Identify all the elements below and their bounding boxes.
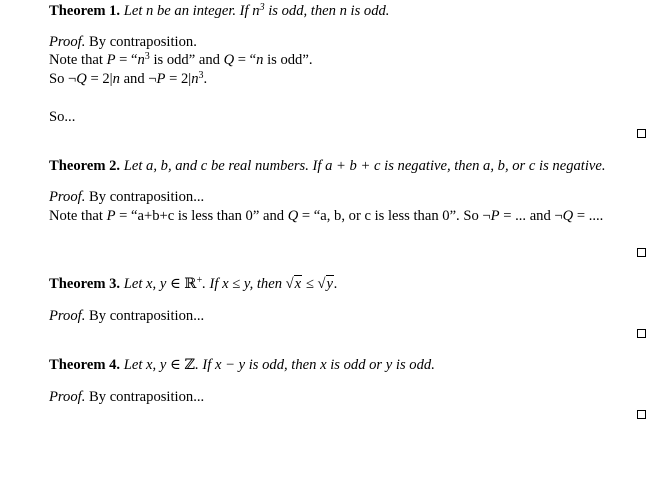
theorem-1-proof-end: So... bbox=[49, 109, 76, 125]
theorem-1-proof-note: Note that $P = “n^3$ is odd” and Q = “n is odd”. bbox=[49, 51, 313, 68]
theorem-1-text: Let n be an integer. If $n^3$ is odd, then n is odd. bbox=[123, 2, 390, 19]
qed-box-4 bbox=[637, 410, 646, 419]
proof-label: Proof. bbox=[49, 34, 86, 50]
theorem-3-proof bbox=[49, 308, 204, 325]
qed-box-1 bbox=[637, 129, 646, 138]
qed-box-3 bbox=[637, 329, 646, 338]
theorem-1-label: Theorem 1. bbox=[49, 3, 121, 19]
proof-label: Proof. bbox=[49, 189, 86, 205]
theorem-4-label: Theorem 4. bbox=[49, 357, 121, 373]
theorem-2-label: Theorem 2. bbox=[49, 158, 121, 174]
theorem-2-proof-note: Note that P = “a+b+c is less than 0” and Q = “a, b, or c is less than 0”. So ¬P = ... and ¬Q = .... bbox=[49, 208, 604, 224]
theorem-2-proof bbox=[49, 189, 204, 206]
sqrt-y: √y bbox=[317, 276, 333, 292]
theorem-1-proof bbox=[49, 34, 197, 51]
proof-label: Proof. bbox=[49, 389, 86, 405]
theorem-3-text: Let x, y ∈ ℝ+. If x ≤ y, then √x ≤ √y. bbox=[123, 275, 338, 292]
theorem-4-statement bbox=[49, 357, 435, 374]
theorem-2-text: Let a, b, and c be real numbers. If a + b + c is negative, then a, b, or c is negative. bbox=[123, 158, 606, 174]
proof-text: By contraposition... bbox=[89, 189, 205, 205]
theorem-3-statement bbox=[49, 276, 338, 293]
theorem-4-proof bbox=[49, 389, 204, 406]
proof-text: By contraposition... bbox=[89, 389, 205, 405]
proof-label: Proof. bbox=[49, 308, 86, 324]
sqrt-x: √x bbox=[285, 276, 302, 292]
theorem-3-label: Theorem 3. bbox=[49, 276, 121, 292]
theorem-1-statement bbox=[49, 3, 389, 20]
proof-text: By contraposition. bbox=[89, 34, 197, 50]
qed-box-2 bbox=[637, 248, 646, 257]
theorem-1-proof-so: So ¬Q = 2|n and ¬P = $2|n^3$. bbox=[49, 70, 208, 87]
proof-text: By contraposition... bbox=[89, 308, 205, 324]
theorem-2-statement bbox=[49, 158, 606, 175]
theorem-4-text: Let x, y ∈ ℤ. If x − y is odd, then x is odd or y is odd. bbox=[123, 357, 435, 373]
